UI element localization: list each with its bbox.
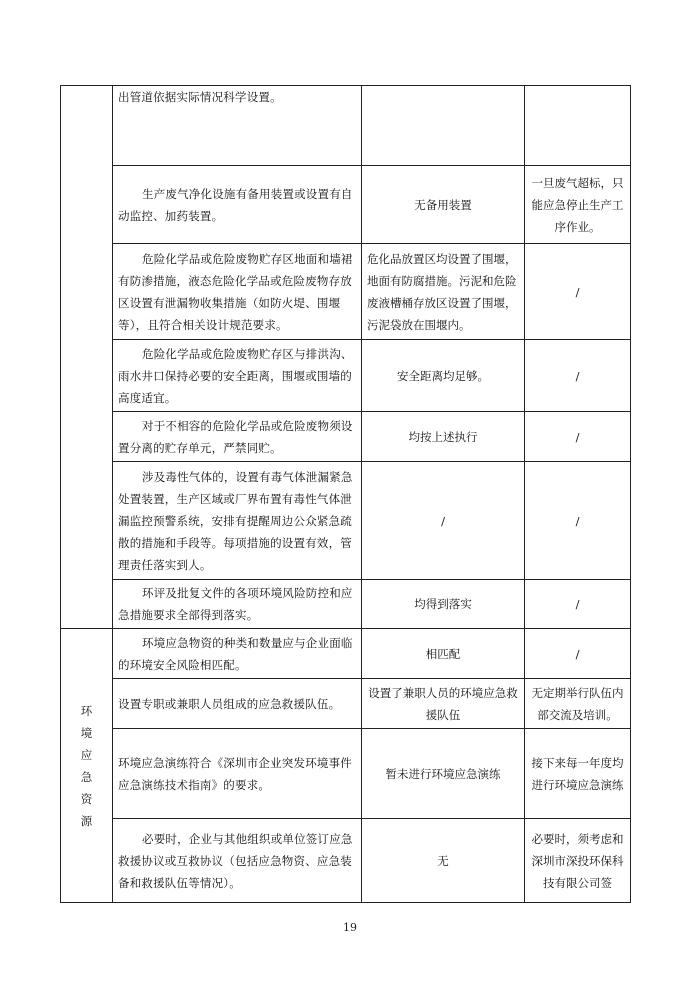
category-label-line1: 环境 [80, 703, 107, 740]
requirement-cell: 对于不相容的危险化学品或危险废物须设置分离的贮存单元，严禁同贮。 [113, 412, 362, 462]
table-row [61, 340, 631, 412]
table-row [61, 819, 631, 903]
table-row [61, 580, 631, 629]
situation-cell: / [362, 462, 525, 580]
note-cell: / [525, 244, 631, 340]
table-row [61, 412, 631, 462]
situation-cell: 无备用装置 [362, 166, 525, 244]
category-label-line3: 资源 [80, 791, 107, 828]
note-cell: 无定期举行队伍内部交流及培训。 [525, 679, 631, 729]
situation-cell: 相匹配 [362, 629, 525, 679]
table-row [61, 86, 631, 166]
note-cell: / [525, 629, 631, 679]
table-row [61, 166, 631, 244]
table-row [61, 244, 631, 340]
requirement-cell: 危险化学品或危险废物贮存区与排洪沟、雨水井口保持必要的安全距离，围堰或围墙的高度适宜。 [113, 340, 362, 412]
category-cell [61, 629, 113, 903]
requirement-cell: 涉及毒性气体的，设置有毒气体泄漏紧急处置装置，生产区域或厂界布置有毒性气体泄漏监控预警系统，安排有提醒周边公众紧急疏散的措施和手段等。每项措施的设置有效，管理责任落实到人。 [113, 462, 362, 580]
note-cell [525, 86, 631, 166]
table-row [61, 729, 631, 819]
situation-cell: 暂未进行环境应急演练 [362, 729, 525, 819]
note-cell: / [525, 412, 631, 462]
table-row [61, 629, 631, 679]
requirement-cell: 设置专职或兼职人员组成的应急救援队伍。 [113, 679, 362, 729]
requirement-cell: 环境应急物资的种类和数量应与企业面临的环境安全风险相匹配。 [113, 629, 362, 679]
table-row [61, 679, 631, 729]
note-cell: / [525, 340, 631, 412]
situation-cell: 均按上述执行 [362, 412, 525, 462]
situation-cell [362, 86, 525, 166]
situation-cell: 设置了兼职人员的环境应急救援队伍 [362, 679, 525, 729]
situation-cell: 危化品放置区均设置了围堰，地面有防腐措施。污泥和危险废液槽桶存放区设置了围堰，污泥袋放在围堰内。 [362, 244, 525, 340]
note-cell: 必要时，须考虑和深圳市深投环保科技有限公司签 [525, 819, 631, 903]
requirement-cell: 出管道依据实际情况科学设置。 [113, 86, 362, 166]
requirement-cell: 环境应急演练符合《深圳市企业突发环境事件应急演练技术指南》的要求。 [113, 729, 362, 819]
requirement-cell: 环评及批复文件的各项环境风险防控和应急措施要求全部得到落实。 [113, 580, 362, 629]
situation-cell: 均得到落实 [362, 580, 525, 629]
note-cell: 一旦废气超标，只能应急停止生产工序作业。 [525, 166, 631, 244]
category-cell-empty [61, 86, 113, 629]
note-cell: 接下来每一年度均进行环境应急演练 [525, 729, 631, 819]
situation-cell: 安全距离均足够。 [362, 340, 525, 412]
requirement-cell: 危险化学品或危险废物贮存区地面和墙裙有防渗措施，液态危险化学品或危险废物存放区设置有泄漏物收集措施（如防火堤、围堰等），且符合相关设计规范要求。 [113, 244, 362, 340]
category-label-line2: 应急 [80, 747, 107, 784]
page-number: 19 [343, 921, 357, 934]
inspection-table [60, 85, 631, 903]
requirement-cell: 生产废气净化设施有备用装置或设置有自动监控、加药装置。 [113, 166, 362, 244]
note-cell: / [525, 462, 631, 580]
situation-cell: 无 [362, 819, 525, 903]
table-row [61, 462, 631, 580]
requirement-cell: 必要时，企业与其他组织或单位签订应急救援协议或互救协议（包括应急物资、应急装备和救援队伍等情况）。 [113, 819, 362, 903]
note-cell: / [525, 580, 631, 629]
